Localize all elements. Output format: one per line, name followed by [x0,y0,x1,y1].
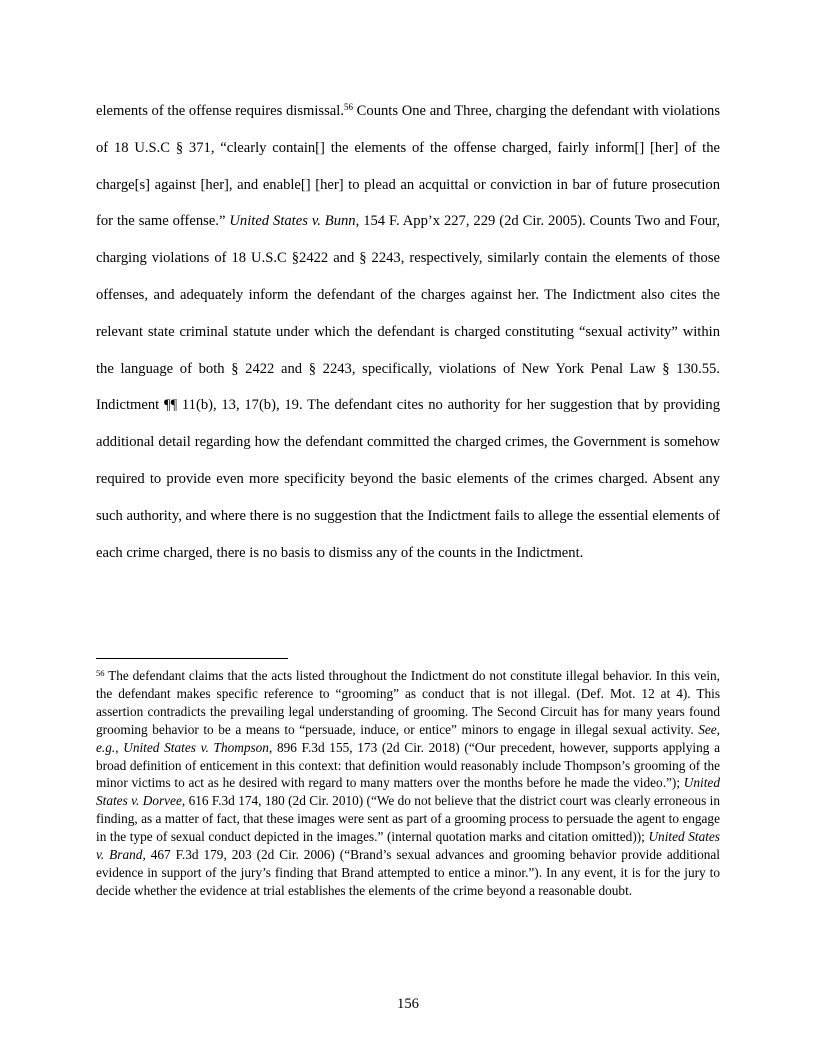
case-citation-dorvee: United States v. Dorvee [96,775,720,809]
body-paragraph [96,93,720,571]
footnote-text-3: , 616 F.3d 174, 180 (2d Cir. 2010) (“We do not believe that the district court was clearly erroneous in finding, as a matter of fact, that these images were sent as part of a grooming process to persuade the agent to engage in the type of sexual conduct depicted in the images.” (internal quotation marks and citation omitted)); [96,793,721,845]
case-citation: United States v. Bunn [229,213,356,230]
body-text-3: , 154 F. App’x 227, 229 (2d Cir. 2005). Counts Two and Four, charging violations of 18 U.S.C §2422 and § 2243, respectively, similarly contain the elements of those offenses, and adequately inform the defendant of the charges against her. The Indictment also cites the relevant state criminal statute under which the defendant is charged constituting “sexual activity” within the language of both § 2422 and § 2243, specifically, violations of New York Penal Law § 130.55. Indictment ¶¶ 11(b), 13, 17(b), 19. The defendant cites no authority for her suggestion that by providing additional detail regarding how the defendant committed the charged crimes, the Government is somehow required to provide even more specificity beyond the basic elements of the crimes charged. Absent any such authority, and where there is no suggestion that the Indictment fails to allege the essential elements of each crime charged, there is no basis to dismiss any of the counts in the Indictment. [96,213,721,561]
footnote [96,667,720,900]
footnote-reference: 56 [343,102,353,112]
footnote-text-2: , 896 F.3d 155, 173 (2d Cir. 2018) (“Our precedent, however, supports applying a broad definition of enticement in this context: that definition would reasonably include Thompson’s grooming of the minor victims to act as he desired with regard to many matters over the months before he made the video.”); [96,739,720,791]
signal-see-eg: See, e.g. [96,721,720,755]
case-citation-thompson: United States v. Thompson [123,739,269,755]
footnote-text-1: The defendant claims that the acts listed throughout the Indictment do not constitute illegal behavior. In this vein, the defendant makes specific reference to “grooming” as conduct that is not illegal. (Def. Mot. 12 at 4). This assertion contradicts the prevailing legal understanding of grooming. The Second Circuit has for many years found grooming behavior to be a means to “persuade, induce, or entice” minors to engage in illegal sexual activity. [96,668,720,737]
footnote-text-4: , 467 F.3d 179, 203 (2d Cir. 2006) (“Brand’s sexual advances and grooming behavior provide additional evidence in support of the jury’s finding that Brand attempted to entice a minor.”). In any event, it is for the jury to decide whether the evidence at trial establishes the elements of the crime beyond a reasonable doubt. [96,847,720,898]
body-text-2: Counts One and Three, charging the defendant with violations of 18 U.S.C § 371, “clearly contain[] the elements of the offense charged, fairly inform[] [her] of the charge[s] against [her], and enable[] [her] to plead an acquittal or conviction in bar of future prosecution for the same offense.” [96,103,720,230]
footnote-number: 56 [96,668,105,678]
footnote-separator [96,658,288,659]
body-text-1: elements of the offense requires dismissal. [96,103,344,119]
footnote-comma: , [115,739,124,755]
page-number: 156 [397,996,419,1012]
case-citation-brand: United States v. Brand [96,829,720,863]
